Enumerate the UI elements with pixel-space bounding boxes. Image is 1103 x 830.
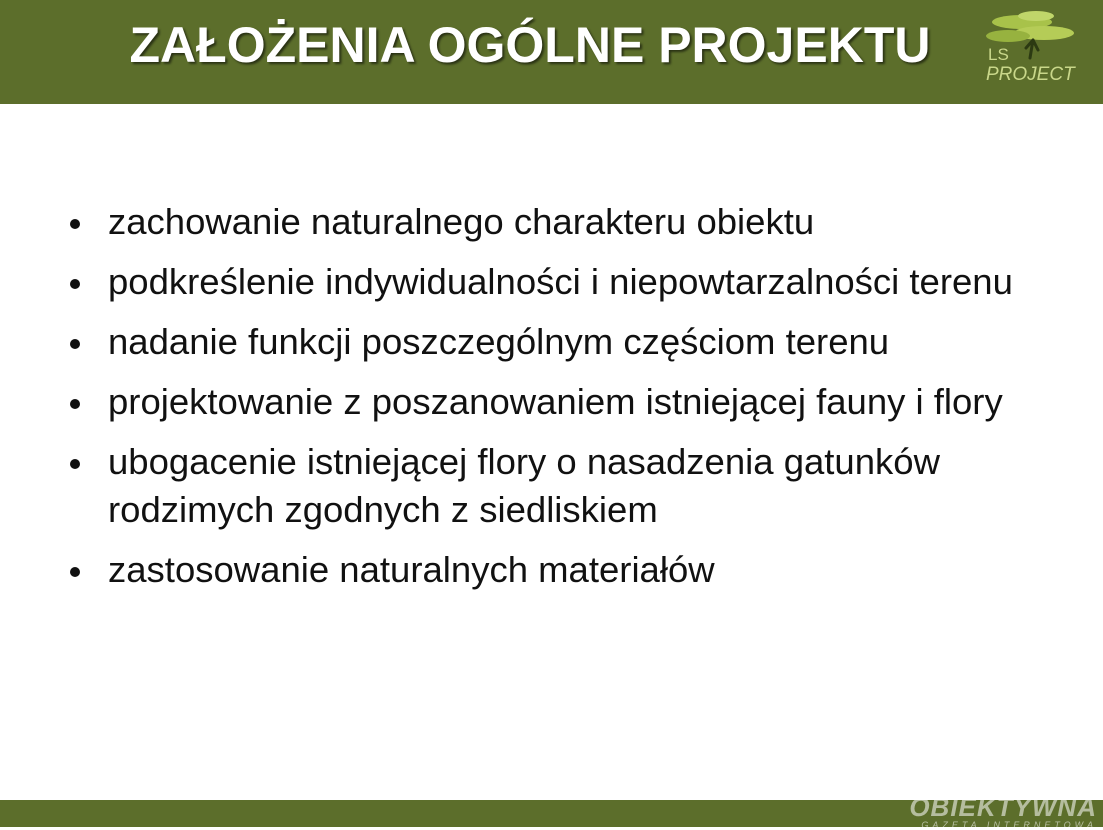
bullet-icon [70, 459, 80, 469]
list-item-text: zachowanie naturalnego charakteru obiektu [108, 201, 815, 242]
logo-text-line1: LS [988, 45, 1009, 64]
list-item-text: zastosowanie naturalnych materiałów [108, 549, 715, 590]
slide-title: ZAŁOŻENIA OGÓLNE PROJEKTU [129, 17, 931, 73]
list-item [66, 438, 1056, 534]
list-item [66, 258, 1056, 306]
bullet-icon [70, 219, 80, 229]
watermark [909, 794, 1097, 830]
list-item [66, 378, 1056, 426]
bullet-list [66, 198, 1056, 606]
list-item-text: nadanie funkcji poszczególnym częściom terenu [108, 321, 890, 362]
list-item-text: ubogacenie istniejącej flory o nasadzenia gatunków rodzimych zgodnych z siedliskiem [108, 441, 940, 530]
list-item-text: podkreślenie indywidualności i niepowtarzalności terenu [108, 261, 1013, 302]
ls-project-logo [978, 6, 1084, 92]
watermark-brand: OBIEKTYWNA [909, 792, 1097, 822]
bullet-icon [70, 399, 80, 409]
bullet-icon [70, 567, 80, 577]
list-item [66, 546, 1056, 594]
list-item [66, 198, 1056, 246]
tree-logo-icon [978, 6, 1084, 92]
list-item-text: projektowanie z poszanowaniem istniejącej fauny i flory [108, 381, 1003, 422]
bullet-icon [70, 279, 80, 289]
bullet-icon [70, 339, 80, 349]
watermark-tagline: GAZETA INTERNETOWA [921, 820, 1097, 830]
list-item [66, 318, 1056, 366]
logo-text-line2: PROJECT [986, 64, 1075, 85]
title-bar [0, 0, 1103, 104]
